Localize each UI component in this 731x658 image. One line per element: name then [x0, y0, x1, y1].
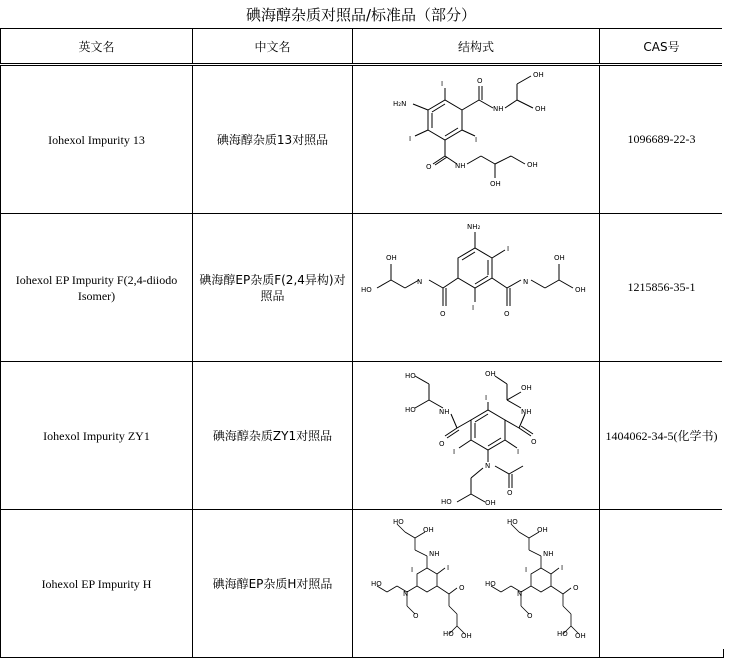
- chinese-name-cell: 碘海醇杂质ZY1对照品: [193, 362, 353, 510]
- svg-text:NH: NH: [455, 162, 466, 170]
- svg-text:I: I: [411, 566, 414, 574]
- svg-text:OH: OH: [533, 71, 544, 79]
- svg-text:OH: OH: [527, 161, 538, 169]
- svg-text:HO: HO: [361, 286, 372, 294]
- svg-text:N: N: [417, 278, 423, 286]
- svg-text:OH: OH: [537, 526, 548, 534]
- svg-text:HO: HO: [557, 630, 568, 638]
- svg-text:I: I: [441, 80, 444, 88]
- table-row: [1, 65, 724, 214]
- svg-text:NH: NH: [493, 105, 504, 113]
- svg-text:I: I: [485, 394, 488, 402]
- svg-text:HO: HO: [507, 518, 518, 526]
- svg-text:O: O: [531, 438, 537, 446]
- svg-text:HO: HO: [371, 580, 382, 588]
- svg-text:H₂N: H₂N: [393, 100, 407, 108]
- svg-text:NH: NH: [429, 550, 440, 558]
- structure-image-impurity-h: [353, 510, 599, 657]
- svg-text:OH: OH: [485, 370, 496, 378]
- structure-image-impurity-f: [353, 214, 599, 361]
- svg-text:O: O: [426, 163, 432, 171]
- structure-image-impurity-zy1: [353, 362, 599, 509]
- cas-cell: 1404062-34-5(化学书): [600, 362, 724, 510]
- header-row: [1, 29, 724, 65]
- svg-text:O: O: [504, 310, 510, 318]
- svg-text:NH: NH: [521, 408, 532, 416]
- svg-text:O: O: [413, 612, 419, 620]
- svg-text:OH: OH: [575, 632, 586, 640]
- svg-text:O: O: [440, 310, 446, 318]
- svg-text:OH: OH: [554, 254, 565, 262]
- svg-text:OH: OH: [575, 286, 586, 294]
- svg-text:O: O: [439, 440, 445, 448]
- svg-text:OH: OH: [386, 254, 397, 262]
- svg-text:HO: HO: [405, 372, 416, 380]
- impurity-table: [0, 28, 724, 658]
- header-cas: CAS号: [600, 29, 724, 65]
- svg-text:HO: HO: [485, 580, 496, 588]
- svg-text:N: N: [403, 590, 409, 598]
- chinese-name-cell: 碘海醇EP杂质H对照品: [193, 510, 353, 658]
- svg-text:I: I: [507, 245, 510, 253]
- svg-text:OH: OH: [521, 384, 532, 392]
- cas-cell: 1215856-35-1: [600, 214, 724, 362]
- svg-text:O: O: [507, 489, 513, 497]
- english-name-cell: Iohexol EP Impurity F(2,4-diiodo Isomer): [1, 214, 193, 362]
- svg-text:OH: OH: [490, 180, 501, 188]
- structure-image-impurity-13: [353, 66, 599, 213]
- table-row: [1, 362, 724, 510]
- structure-cell: [353, 65, 600, 214]
- svg-text:O: O: [477, 77, 483, 85]
- cas-cell: [600, 510, 724, 658]
- english-name-cell: Iohexol EP Impurity H: [1, 510, 193, 658]
- svg-text:I: I: [517, 448, 520, 456]
- svg-text:I: I: [409, 135, 412, 143]
- svg-text:NH: NH: [543, 550, 554, 558]
- svg-text:O: O: [459, 584, 465, 592]
- svg-text:HO: HO: [441, 498, 452, 506]
- structure-cell: [353, 214, 600, 362]
- svg-text:N: N: [517, 590, 523, 598]
- english-name-cell: Iohexol Impurity 13: [1, 65, 193, 214]
- header-structure: 结构式: [353, 29, 600, 65]
- svg-text:HO: HO: [405, 406, 416, 414]
- sheet-title: 碘海醇杂质对照品/标准品（部分）: [0, 0, 722, 29]
- header-english-name: 英文名: [1, 29, 193, 65]
- structure-cell: [353, 510, 600, 658]
- svg-text:I: I: [447, 564, 450, 572]
- svg-text:OH: OH: [423, 526, 434, 534]
- cas-cell: 1096689-22-3: [600, 65, 724, 214]
- svg-text:HO: HO: [443, 630, 454, 638]
- svg-text:O: O: [573, 584, 579, 592]
- svg-text:I: I: [472, 304, 475, 312]
- svg-text:OH: OH: [485, 499, 496, 507]
- table-row: [1, 510, 724, 658]
- chinese-name-cell: 碘海醇杂质13对照品: [193, 65, 353, 214]
- svg-text:N: N: [485, 462, 491, 470]
- structure-cell: [353, 362, 600, 510]
- table-row: [1, 214, 724, 362]
- svg-text:NH: NH: [439, 408, 450, 416]
- svg-text:NH₂: NH₂: [467, 223, 481, 231]
- svg-text:HO: HO: [393, 518, 404, 526]
- header-chinese-name: 中文名: [193, 29, 353, 65]
- svg-text:N: N: [523, 278, 529, 286]
- svg-text:I: I: [561, 564, 564, 572]
- svg-text:O: O: [527, 612, 533, 620]
- english-name-cell: Iohexol Impurity ZY1: [1, 362, 193, 510]
- svg-text:I: I: [525, 566, 528, 574]
- sheet-margin: [722, 0, 731, 649]
- svg-text:I: I: [453, 448, 456, 456]
- svg-text:OH: OH: [461, 632, 472, 640]
- chinese-name-cell: 碘海醇EP杂质F(2,4异构)对照品: [193, 214, 353, 362]
- svg-text:OH: OH: [535, 105, 546, 113]
- svg-text:I: I: [475, 136, 478, 144]
